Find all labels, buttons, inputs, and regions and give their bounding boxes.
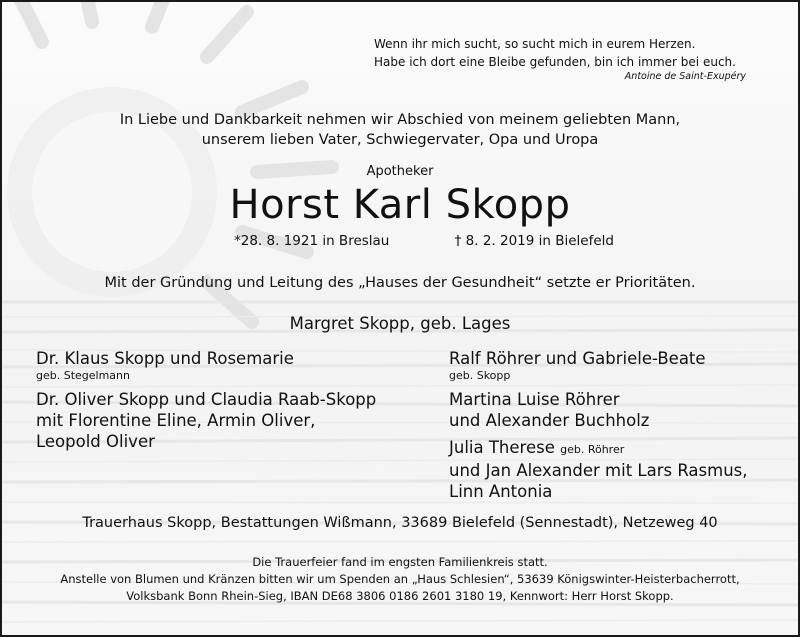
family-entry-name: Dr. Oliver Skopp und Claudia Raab-Skopp [36,390,377,409]
family-entry-maiden-name: geb. Skopp [449,369,511,382]
family-entry-partner: und Alexander Buchholz [449,411,650,430]
deceased-name: Horst Karl Skopp [229,182,571,228]
intro-line-2: unserem lieben Vater, Schwiegervater, Opa und Uropa [201,132,599,148]
footer-notes [2,554,798,605]
family-right-column [449,348,789,508]
family-entry-name: Martina Luise Röhrer [449,390,620,409]
quote-line-1: Wenn ihr mich sucht, so sucht mich in eurem Herzen. [374,37,696,51]
profession: Apotheker [366,164,434,179]
family-entry-children: Leopold Oliver [36,432,155,451]
quote-author: Antoine de Saint-Exupéry [624,71,746,82]
widow-name: Margret Skopp, geb. Lages [289,314,511,333]
family-entry-maiden-name: geb. Röhrer [560,443,625,456]
birth-date: *28. 8. 1921 in Breslau [234,233,390,249]
quote-line-2: Habe ich dort eine Bleibe gefunden, bin ich immer bei euch. [374,55,736,69]
life-dates [234,233,614,249]
mourning-house-address: Trauerhaus Skopp, Bestattungen Wißmann, 33689 Bielefeld (Sennestadt), Netzeweg 40 [82,515,718,531]
epigraph-quote [374,35,750,71]
family-entry-partner: und Jan Alexander mit Lars Rasmus, [449,461,748,480]
intro-line-1: In Liebe und Dankbarkeit nehmen wir Abschied von meinem geliebten Mann, [119,112,681,128]
family-entry-name: Julia Therese [449,438,555,457]
bank-details: Volksbank Bonn Rhein-Sieg, IBAN DE68 3806 0186 2601 3180 19, Kennwort: Herr Horst Skopp. [126,589,674,603]
intro-text [2,110,798,150]
death-date: † 8. 2. 2019 in Bielefeld [454,233,614,249]
founding-text: Mit der Gründung und Leitung des „Hauses der Gesundheit“ setzte er Prioritäten. [104,275,696,291]
family-entry-name: Ralf Röhrer und Gabriele-Beate [449,349,706,368]
family-entry-children: Linn Antonia [449,482,553,501]
donation-note: Anstelle von Blumen und Kränzen bitten wir um Spenden an „Haus Schlesien“, 53639 Königswinter-Heisterbacherrott, [60,572,740,586]
family-entry-name: Dr. Klaus Skopp und Rosemarie [36,349,294,368]
family-entry [36,389,416,452]
family-entry [449,437,789,502]
family-entry-children: mit Florentine Eline, Armin Oliver, [36,411,316,430]
family-entry-maiden-name: geb. Stegelmann [36,369,130,382]
family-entry [449,389,789,431]
family-entry [36,348,416,383]
family-entry [449,348,789,383]
family-entry-name-line [449,437,789,460]
funeral-note: Die Trauerfeier fand im engsten Familienkreis statt. [252,555,548,569]
family-left-column [36,348,416,458]
